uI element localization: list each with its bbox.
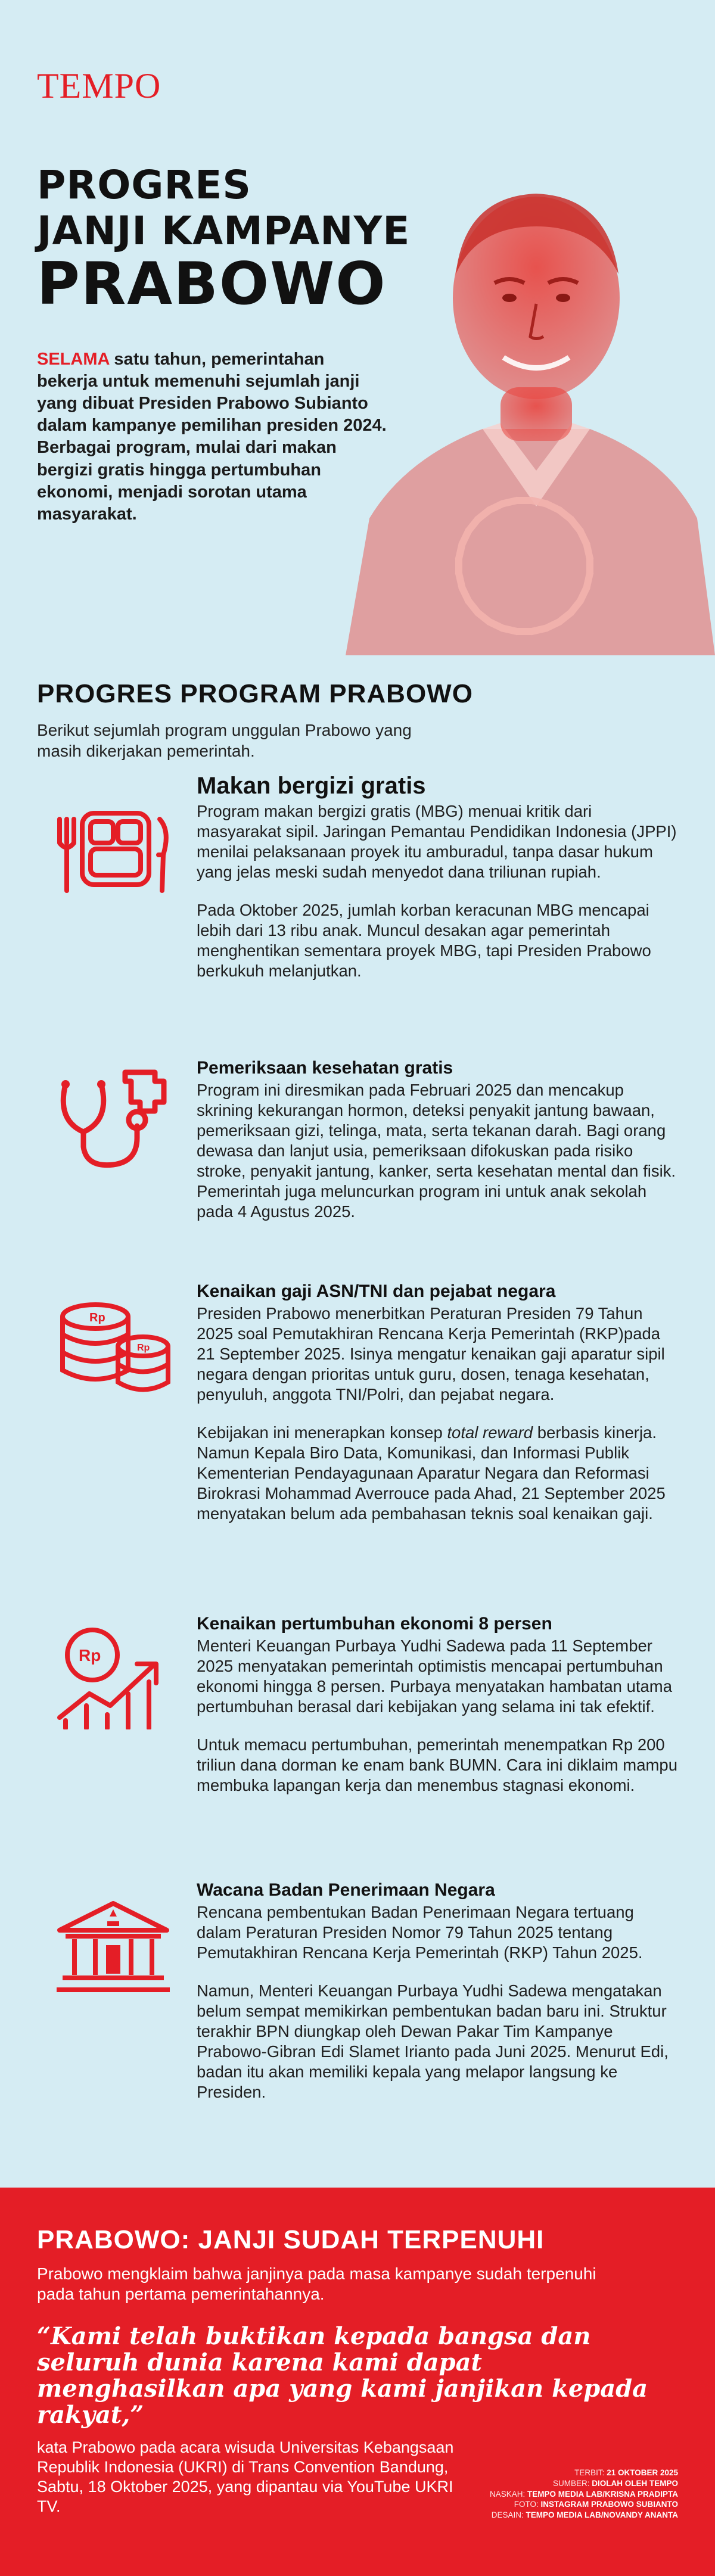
footer-attribution: kata Prabowo pada acara wisuda Universitas Kebangsaan Republik Indonesia (UKRI) di Trans Convention Bandung, Sabtu, 18 Oktober 2025, yang dipantau via YouTube UKRI TV.	[37, 2438, 454, 2515]
footer-subtitle: Prabowo mengklaim bahwa janjinya pada masa kampanye sudah terpenuhi pada tahun pertama pemerintahannya.	[37, 2264, 596, 2304]
credit-line	[380, 2468, 678, 2478]
section-title: PROGRES PROGRAM PRABOWO	[37, 679, 473, 708]
program-paragraph: Program ini diresmikan pada Februari 2025 dan mencakup skrining kekurangan hormon, deteksi penyakit jantung bawaan, pemeriksaan gizi, telinga, mata, serta tekanan darah. Bagi orang dewasa dan lanjut usia, pemeriksaan difokuskan pada risiko stroke, penyakit jantung, kanker, serta kesehatan mental dan fisik. Pemerintah juga meluncurkan program ini untuk anak sekolah pada 4 Agustus 2025.	[197, 1081, 676, 1221]
credit-line	[380, 2510, 678, 2521]
tempo-logo: TEMPO	[37, 66, 161, 105]
title-line-3: PRABOWO	[37, 250, 387, 318]
credit-key: SUMBER:	[552, 2478, 592, 2488]
program-title: Makan bergizi gratis	[197, 773, 426, 799]
svg-text:Rp: Rp	[79, 1646, 101, 1665]
text-span: Kebijakan ini menerapkan konsep	[197, 1423, 447, 1442]
credit-value: TEMPO MEDIA LAB/KRISNA PRADIPTA	[527, 2489, 678, 2499]
emphasis-text: total reward	[447, 1423, 533, 1442]
program-paragraph	[197, 1423, 679, 1524]
section-subtitle: Berikut sejumlah program unggulan Prabowo yang masih dikerjakan pemerintah.	[37, 721, 412, 760]
footer-quote: “Kami telah buktikan kepada bangsa dan seluruh dunia karena kami dapat menghasilkan apa yang kami janjikan kepada rakyat,”	[37, 2322, 648, 2429]
title-line-2: JANJI KAMPANYE	[37, 208, 411, 254]
intro-body: satu tahun, pemerintahan bekerja untuk memenuhi sejumlah janji yang dibuat Presiden Prabowo Subianto dalam kampanye pemilihan presiden 2024. Berbagai program, mulai dari makan bergizi gratis hingga pertumbuhan ekonomi, menjadi sorotan utama masyarakat.	[37, 350, 387, 524]
program-title: Kenaikan gaji ASN/TNI dan pejabat negara	[197, 1281, 556, 1301]
svg-text:Rp: Rp	[137, 1343, 150, 1353]
credit-value: INSTAGRAM PRABOWO SUBIANTO	[540, 2500, 678, 2509]
credit-key: NASKAH:	[489, 2489, 527, 2499]
title-line-1: PROGRES	[37, 162, 251, 208]
credit-key: TERBIT:	[574, 2468, 607, 2477]
intro-lead-word: SELAMA	[37, 350, 110, 369]
growth-chart-icon	[54, 1622, 173, 1729]
credit-line	[380, 2478, 678, 2489]
coins-icon	[54, 1293, 173, 1400]
credit-line	[380, 2499, 678, 2510]
program-paragraph: Namun, Menteri Keuangan Purbaya Yudhi Sadewa mengatakan belum sempat memikirkan pembentukan badan baru ini. Struktur terakhir BPN diungkap oleh Dewan Pakar Tim Kampanye Prabowo-Gibran Edi Slamet Irianto pada Juni 2025. Menurut Edi, badan itu akan memiliki kepala yang melapor langsung ke Presiden.	[197, 1981, 669, 2101]
program-title: Pemeriksaan kesehatan gratis	[197, 1058, 453, 1078]
credit-line	[380, 2489, 678, 2500]
program-paragraph: Rencana pembentukan Badan Penerimaan Negara tertuang dalam Peraturan Presiden Nomor 79 Tahun 2025 tentang Pemutakhiran Rencana Kerja Pemerintah (RKP) Tahun 2025.	[197, 1903, 643, 1962]
program-paragraph: Program makan bergizi gratis (MBG) menuai kritik dari masyarakat sipil. Jaringan Pemantau Pendidikan Indonesia (JPPI) menilai pelaksanaan proyek itu amburadul, tanpa dasar hukum yang jelas meski sudah menyedot dana triliunan rupiah.	[197, 802, 677, 881]
credit-key: FOTO:	[514, 2500, 541, 2509]
credit-value: DIOLAH OLEH TEMPO	[592, 2478, 678, 2488]
footer-title: PRABOWO: JANJI SUDAH TERPENUHI	[37, 2225, 545, 2254]
program-paragraph: Presiden Prabowo menerbitkan Peraturan Presiden 79 Tahun 2025 soal Pemutakhiran Rencana Kerja Pemerintah (RKP)pada 21 September 2025. Isinya mengatur kenaikan gaji aparatur sipil negara dengan prioritas untuk guru, dosen, tenaga kesehatan, penyuluh, anggota TNI/Polri, dan pejabat negara.	[197, 1304, 665, 1404]
svg-text:Rp: Rp	[89, 1311, 105, 1324]
program-paragraph: Menteri Keuangan Purbaya Yudhi Sadewa pada 11 September 2025 menyatakan pemerintah optimistis mencapai pertumbuhan ekonomi hingga 8 persen. Purbaya menyatakan hambatan utama pertumbuhan berasal dari kebijakan yang selama ini tak efektif.	[197, 1637, 673, 1716]
program-paragraph: Untuk memacu pertumbuhan, pemerintah menempatkan Rp 200 triliun dana dorman ke enam bank BUMN. Cara ini diklaim mampu membuka lapangan kerja dan menembus stagnasi ekonomi.	[197, 1735, 678, 1794]
food-tray-icon	[54, 795, 173, 903]
text-span: berbasis kinerja. Namun Kepala Biro Data, Komunikasi, dan Informasi Publik Kementerian Pendayagunaan Aparatur Negara dan Reformasi Birokrasi Mohammad Averrouce pada Ahad, 21 September 2025 menyatakan belum ada pembahasan teknis soal kenaikan gaji.	[197, 1423, 666, 1523]
program-title: Wacana Badan Penerimaan Negara	[197, 1880, 495, 1900]
government-building-icon	[54, 1889, 173, 1996]
intro-paragraph	[37, 349, 388, 525]
credit-value: TEMPO MEDIA LAB/NOVANDY ANANTA	[526, 2510, 678, 2520]
credits-block	[380, 2468, 678, 2521]
stethoscope-icon	[54, 1066, 173, 1174]
program-paragraph: Pada Oktober 2025, jumlah korban keracunan MBG mencapai lebih dari 13 ribu anak. Muncul desakan agar pemerintah menghentikan sementara proyek MBG, tapi Presiden Prabowo berkukuh melanjutkan.	[197, 900, 651, 980]
credit-value: 21 OKTOBER 2025	[607, 2468, 678, 2477]
credit-key: DESAIN:	[491, 2510, 526, 2520]
program-title: Kenaikan pertumbuhan ekonomi 8 persen	[197, 1614, 552, 1634]
